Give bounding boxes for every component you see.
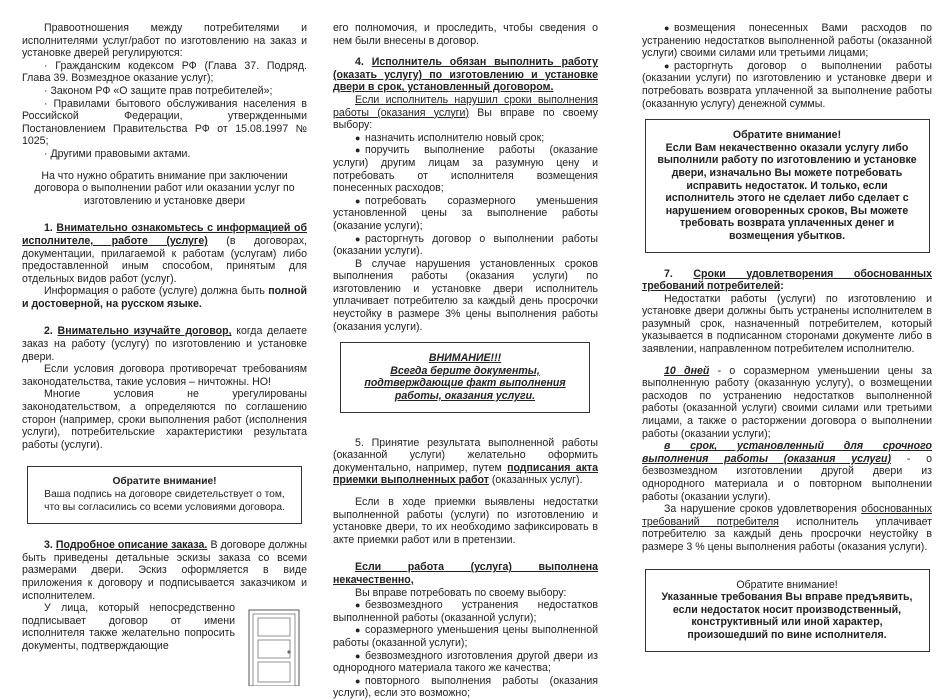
list-item: ● расторгнуть договор о выполнении работы (оказании услуги) по изготовлению и установке двери и потребовать возврата уплаченной за выполнение работы (оказанную услугу) денежной суммы. [642, 59, 932, 110]
list-item: ● назначить исполнителю новый срок; [355, 131, 545, 144]
bullet-icon: ● [355, 233, 361, 244]
question-heading: На что нужно обратить внимание при заключении договора о выполнении работ или оказании услуг по изготовлению и установке двери [34, 169, 295, 207]
list-item: ● потребовать соразмерного уменьшения установленной цены за выполнение работы (оказание услуги); [333, 194, 598, 232]
section-1-heading: 1. Внимательно ознакомьтесь с информацией об исполнителе, работе (услуге) (в договорах, документации, прилагаемой к работам (услугам) либо предоставленной иным способом, принятым для отдельных видов работ (услуг). [22, 222, 307, 285]
notice-text: Если Вам некачественно оказали услугу либо выполнили работу по изготовлению и установке двери, изначально Вы можете потребовать исправить недостаток. И только, если исполнитель этого не сделает либо сделает с нарушением оговоренных сроков, Вы можете требовать возврата уплаченных денег и возмещения убытков. [657, 141, 917, 242]
section-1-info: Информация о работе (услуге) должна быть полной и достоверной, на русском языке. [22, 285, 307, 310]
bullet-icon: ● [664, 23, 670, 33]
section-7-heading: 7. Сроки удовлетворения обоснованных требований потребителей: [642, 267, 932, 293]
notice-box-signature [27, 466, 302, 524]
section-6-list-cont [642, 22, 932, 110]
notice-box-requirements [645, 569, 930, 652]
list-item: ● поручить выполнение работы (оказание услуги) другим лицам за разумную цену и потребовать от исполнителя возмещения понесенных расходов; [333, 144, 598, 195]
notice-box-documents [340, 342, 590, 412]
bullet-icon: ● [355, 600, 361, 611]
law-item: · Гражданским кодексом РФ (Глава 37. Подряд. Глава 39. Возмездное оказание услуг); [22, 59, 307, 85]
section-3 [22, 539, 307, 690]
section-6-list [333, 599, 598, 700]
door-sketch-image [245, 608, 303, 686]
notice-title: ВНИМАНИЕ!!! [428, 352, 502, 365]
bullet-icon: ● [355, 675, 361, 686]
list-item: ● возмещения понесенных Вами расходов по устранению недостатков выполненной работы (оказанной услуги) своими силами или третьими лицами; [642, 22, 932, 60]
notice-title: Обратите внимание! [736, 578, 838, 591]
section-3-heading: 3. Подробное описание заказа. В договоре должны быть приведены детальные эскизы заказа со всеми размерами двери. Эскиз оформляется в виде приложения к договору и подписывается заказчиком и исполнителем. [22, 539, 307, 602]
section-4-heading: 4. Исполнитель обязан выполнить работу (оказать услугу) по изготовлению и установке двери в срок, установленный договором. [333, 56, 599, 94]
section-7-text: За нарушение сроков удовлетворения обоснованных требований потребителя исполнитель уплачивает потребителю за каждый день просрочки неустойку в размере 3 % цены выполнения работы (оказания услуги). [642, 503, 932, 553]
list-item: ● расторгнуть договор о выполнении работы (оказании услуги). [333, 232, 598, 258]
column-right [642, 22, 932, 652]
notice-text: Ваша подпись на договоре свидетельствует о том, что вы согласились со всеми условиями договора. [44, 489, 285, 513]
notice-title: Обратите внимание! [112, 476, 217, 488]
column-left [22, 22, 307, 690]
law-item: · Другими правовыми актами. [44, 147, 191, 160]
list-item: ● безвозмездного устранения недостатков выполненной работы (оказанной услуги); [333, 599, 598, 624]
section-6-lead: Вы вправе потребовать по своему выбору: [355, 586, 567, 599]
section-4-list [333, 132, 598, 258]
bullet-icon: ● [355, 625, 361, 636]
bullet-icon: ● [355, 650, 361, 661]
bullet-icon: ● [355, 145, 361, 156]
section-7-text: 10 дней - о соразмерном уменьшении цены за выполненную работу (оказанную услугу), о возмещении расходов по устранению недостатков выполненной работы (оказанной услуги) своими силами или третьими лицами, а также о расторжении договора о выполнении работы (оказании услуги); [642, 364, 932, 440]
section-5-text: Если в ходе приемки выявлены недостатки выполненной работы (услуги) по изготовлению и установке двери, то их необходимо зафиксировать в акте приемки работ или в претензии. [333, 496, 598, 546]
section-2-heading: 2. Внимательно изучайте договор, когда делаете заказ на работу (услугу) по изготовлению и установке двери. [22, 325, 307, 363]
section-3-text: У лица, который непосредственно подписывает договор от имени исполнителя также желательно попросить документы, подтверждающие [22, 602, 235, 652]
section-4-lead: Если исполнитель нарушил сроки выполнения работы (оказания услуги) Вы вправе по своему выбору: [333, 93, 598, 132]
list-item: ● соразмерного уменьшения цены выполненной работы (оказанной услуги); [333, 624, 598, 649]
intro-text: Правоотношения между потребителями и исполнителями услуг/работ по изготовлению на заказ и установке дверей регулируются: [22, 22, 307, 60]
bullet-icon: ● [355, 132, 361, 143]
law-item: · Законом РФ «О защите прав потребителей»; [44, 84, 273, 97]
notice-box-defects [645, 119, 930, 252]
continued-text: его полномочия, и проследить, чтобы сведения о нем были внесены в договор. [333, 22, 598, 47]
section-2-text: Многие условия не урегулированы законодательством, а определяются по соглашению сторон (например, сроки выполнения работ (исполнения услуги), потребительские характеристики результата работы (услуги). [22, 388, 307, 451]
section-4-text: В случае нарушения установленных сроков выполнения работы (оказания услуги) по изготовлению и установке двери исполнитель уплачивает потребителю за каждый день просрочки неустойку в размере 3% цены выполнения работы (оказания услуги). [333, 257, 598, 333]
notice-text: Всегда берите документы, подтверждающие факт выполнения работы, оказания услуги. [364, 364, 566, 403]
section-7-text: в срок, установленный для срочного выполнения работы (оказания услуги) - о безвозмездном изготовлении другой двери из однородного материала и о повторном выполнении работы (оказании услуги). [642, 440, 932, 503]
section-5-text: 5. Принятие результата выполненной работы (оказанной услуги) желательно оформить документально, например, путем подписания акта приемки выполненных работ (оказанных услуг). [333, 436, 598, 487]
section-6-heading: Если работа (услуга) выполнена некачественно, [333, 561, 598, 586]
bullet-icon: ● [355, 195, 361, 206]
column-middle [333, 22, 598, 700]
section-2-text: Если условия договора противоречат требованиям законодательства, такие условия – ничтожны. НО! [22, 363, 307, 388]
bullet-icon: ● [664, 60, 670, 71]
notice-text: Указанные требования Вы вправе предъявить, если недостаток носит производственный, конструктивный или иной характер, произошедший по вине исполнителя. [661, 591, 913, 641]
list-item: ● повторного выполнения работы (оказания услуги), если это возможно; [333, 674, 598, 700]
list-item: ● безвозмездного изготовления другой двери из однородного материала такого же качества; [333, 649, 598, 675]
law-item: · Правилами бытового обслуживания населения в Российской Федерации, утвержденными Постановлением Правительства РФ от 15.08.1997 № 1025; [22, 97, 307, 148]
section-7-text: Недостатки работы (услуги) по изготовлению и установке двери должны быть устранены исполнителем в разумный срок, назначенный потребителем, который указывается в подписанном сторонами документе либо в заявлении, направленном потребителем исполнителю. [642, 292, 932, 356]
notice-title: Обратите внимание! [732, 129, 842, 142]
